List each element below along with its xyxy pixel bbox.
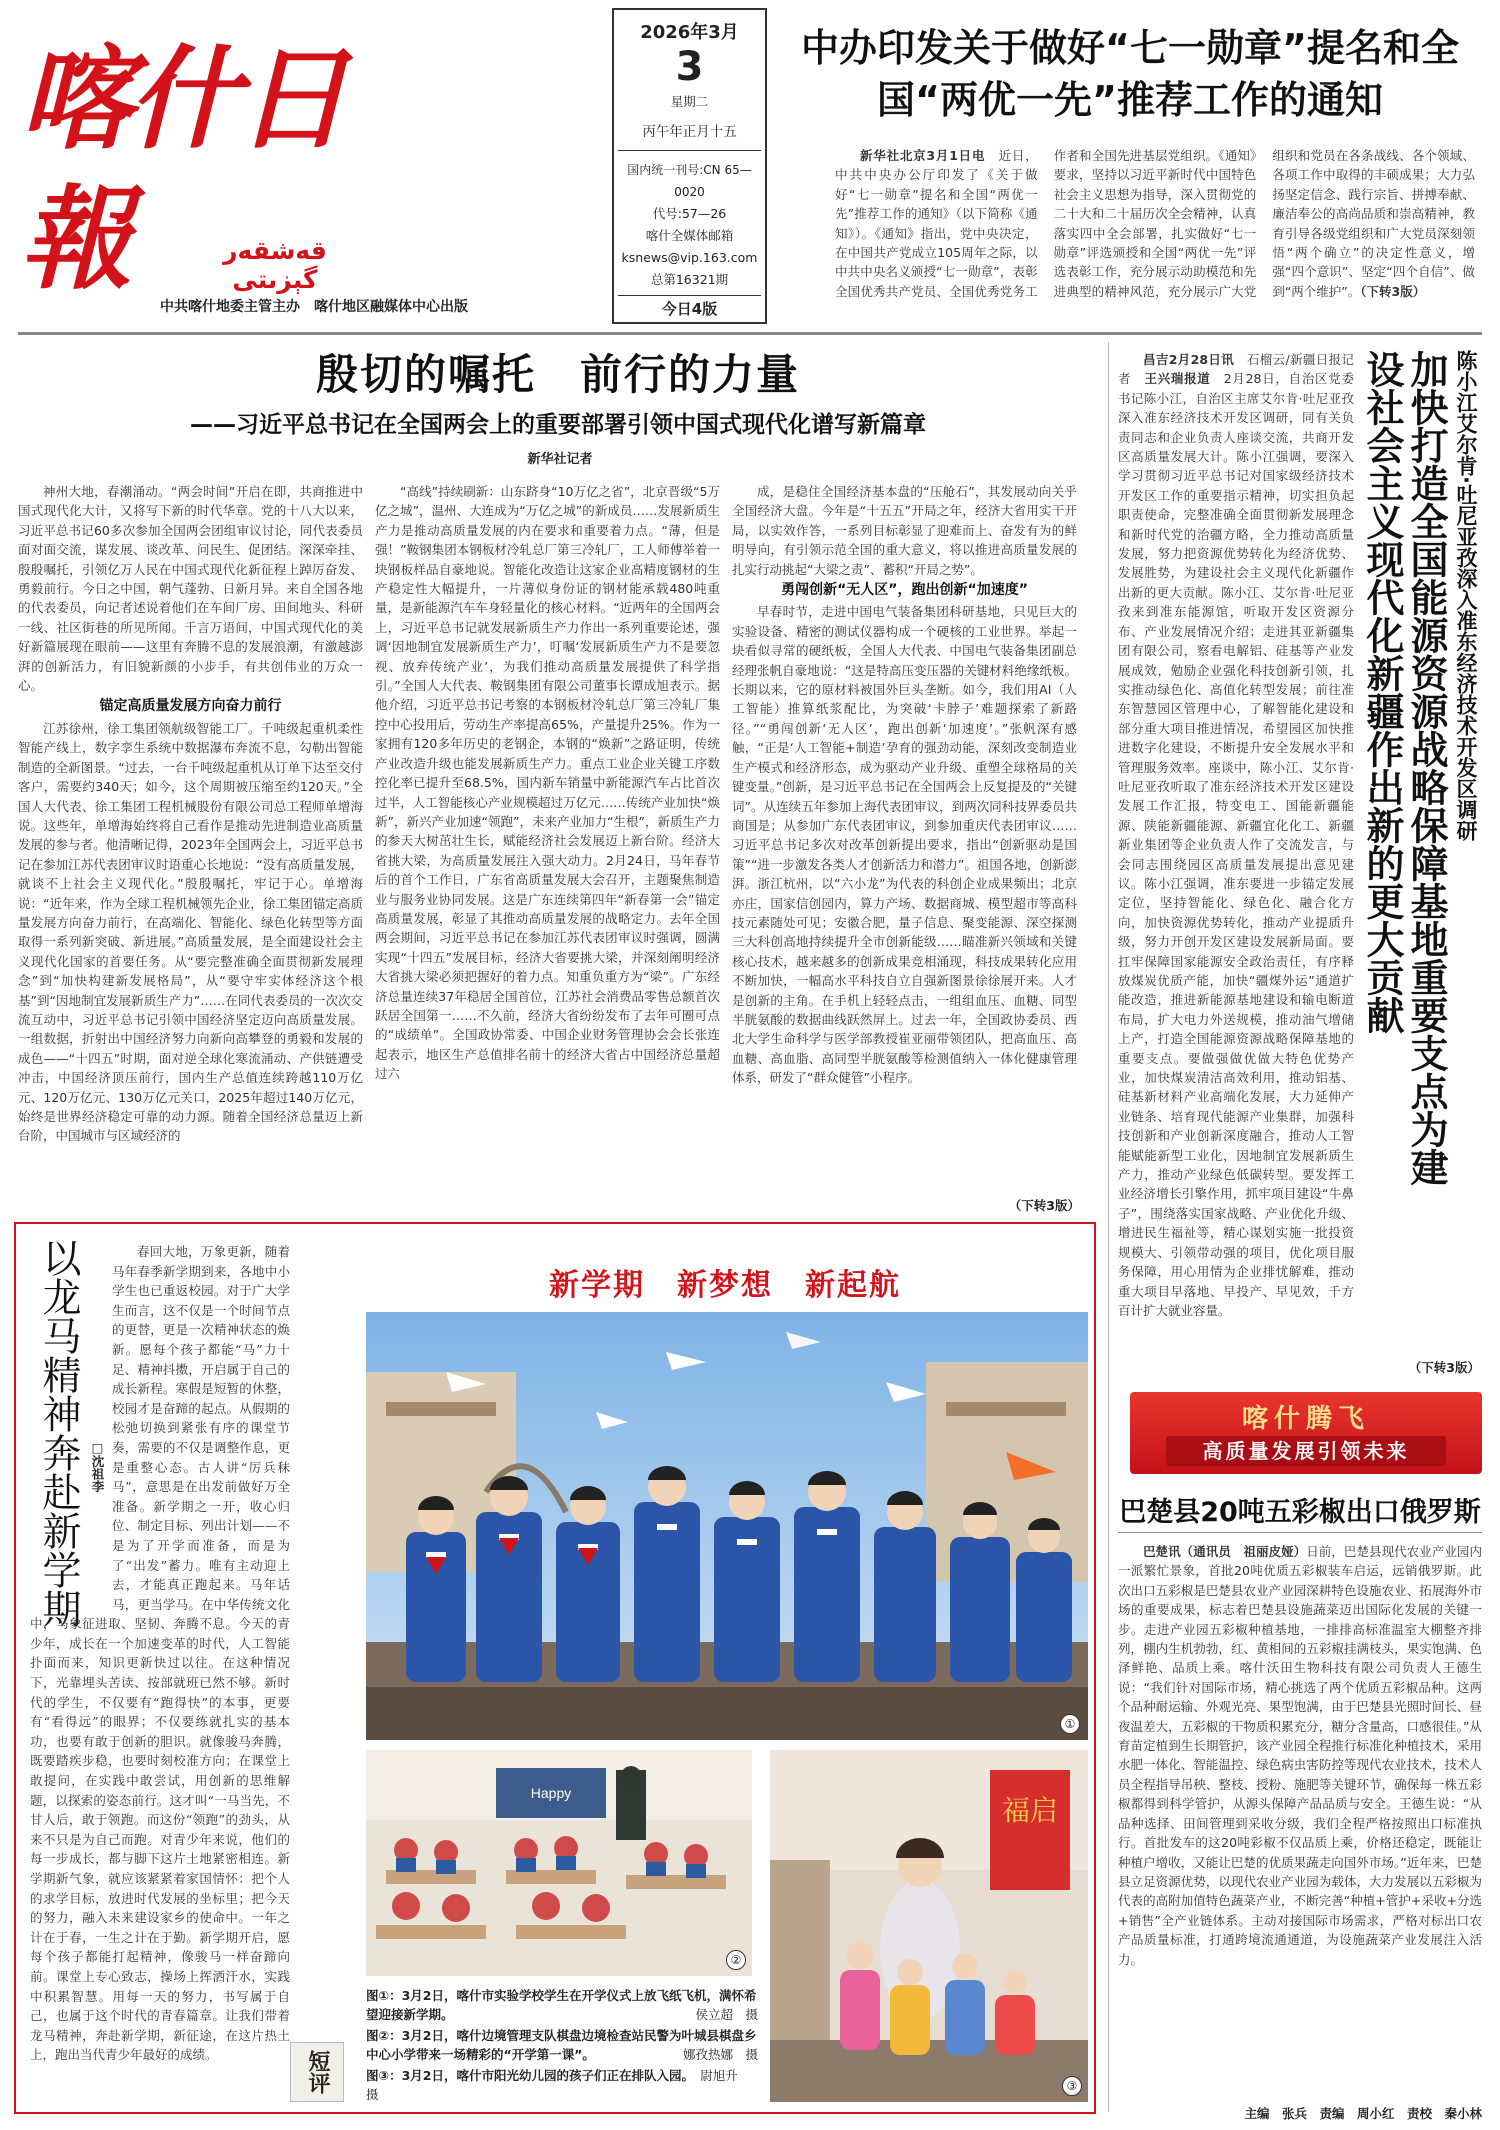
year-month: 2026年3月 xyxy=(640,22,739,43)
photo-classroom xyxy=(366,1750,752,1976)
editorial-email: ksnews@vip.163.com xyxy=(621,250,758,265)
caption-1: 图①：3月2日，喀什市实验学校学生在开学仪式上放飞纸飞机，满怀希望迎接新学期。 侯立超 摄 xyxy=(366,1988,758,2022)
pepper-body xyxy=(1118,1542,1482,2090)
photo-3-image xyxy=(770,1750,1088,2102)
vertical-divider xyxy=(1108,342,1109,2112)
photo-1-image xyxy=(366,1312,1088,1740)
right-kicker: 陈小江艾尔肯·吐尼亚孜深入准东经济技术开发区调研 xyxy=(1454,350,1478,841)
cn-number: 国内统一刊号:CN 65—0020 xyxy=(627,163,752,199)
pepper-headline: 巴楚县20吨五彩椒出口俄罗斯 xyxy=(1119,1497,1481,1528)
post-code: 代号:57—26 xyxy=(652,206,727,221)
right-text: 2月28日，自治区党委书记陈小江，自治区主席艾尔肯·吐尼亚孜深入准东经济技术开发区调研，同有关负责同志和企业负责人座谈交流，共商开发区高质量发展大计。陈小江强调，要深入学习贯彻习近平总书记对国家级经济技术开发区工作的重要指示精神，切实担负起职责使命，完整准确全面贯彻新发展理念和新时代党的治疆方略，全力推动高质量发展，努力把资源优势转化为经济优势、发展胜势，为建设社会主义现代化新疆作出新的更大贡献。陈小江、艾尔肯·吐尼亚孜来到准东能源馆，听取开发区资源分布、产业发展情况介绍；走进其亚新疆集团有限公司，察看电解铝、硅基等产业发展成效，勉励企业强化科技创新引领，扎实推动绿色化、高值化转型发展；前往准东智慧园区管理中心，了解智能化建设和部分重大项目推进情况，希望园区加快推进数字化建设，不断提升安全发展水平和管理服务效率。座谈中，陈小江、艾尔肯·吐尼亚孜听取了准东经济技术开发区建设发展工作汇报，特变电工、国能新疆能源、陕能新疆能源、新疆宜化化工、新疆新业集团等企业负责人作了交流发言，与会同志围绕园区高质量发展提出意见建议。陈小江强调，准东要进一步锚定发展定位，坚持智能化、绿色化、融合化方向，加快资源优势转化，推动产业提质升级，努力开创开发区建设发展新局面。要扛牢保障国家能源安全政治责任，有序释放煤炭优质产能，加快“疆煤外运”通道扩能改造，推进新能源基地建设和输电断道布局，扩大电力外送规模，推动油气增储上产，打造全国能源资源战略保障基地的重要支点。要做强做优做大特色优势产业，加快煤炭清洁高效利用，推动铝基、硅基新材料产业高端化发展，大力延伸产业链条、培育现代能源产业集群，加强科技创新和产业创新深度融合，推动人工智能赋能新型工业化，因地制宜发展新质生产力，推动产业绿色低碳转型。要发挥工业经济增长引擎作用，抓牢项目建设“牛鼻子”，围绕落实国家战略、产业优化升级、增进民生福祉等，精心谋划实施一批投资规模大、引领带动强的项目，优化项目服务保障，用心用情为企业排忧解难，推动重大项目早落地、早投产、早见效，千方百计扩大就业容量。 xyxy=(1118,371,1354,1318)
essay-author: □沈祖李 xyxy=(90,1440,105,1493)
caption-2: 图②：3月2日，喀什边境管理支队棋盘边境检查站民警为叶城县棋盘乡中心小学带来一场精彩的“开学第一课”。 娜孜热娜 摄 xyxy=(366,2028,758,2062)
issue-number: 总第16321期 xyxy=(650,272,729,287)
caption-3: 图③：3月2日，喀什市阳光幼儿园的孩子们正在排队入园。 尉旭升 摄 xyxy=(366,2068,751,2102)
photo-2-image xyxy=(366,1750,752,1976)
main-subheadline: ——习近平总书记在全国两会上的重要部署引领中国式现代化谱写新篇章 xyxy=(190,412,926,438)
paper-name-logo: 喀什日報 xyxy=(20,34,344,305)
essay-text: 春回大地，万象更新，随着马年春季新学期到来，各地中小学生也已重返校园。对于广大学生而言，这不仅是一个时间节点的更替，更是一次精神状态的焕新。愿每个孩子都能“马”力十足、精神抖擞，开启属于自己的成长新程。寒假是短暂的休整，校园才是奋蹄的起点。从假期的松弛切换到紧张有序的课堂节奏，需要的不仅是调整作息，更是重整心态。古人讲“厉兵秣马”，意思是在出发前做好万全准备。新学期之一开，收心归位、制定目标、列出计划——不是为了开学而准备，而是为了“出发”蓄力。唯有主动迎上去，才能真正跑起来。马年话马，更当学马。在中华传统文化中，马象征进取、坚韧、奔腾不息。今天的青少年，成长在一个加速变革的时代，人工智能扑面而来，知识更新快过以往。在这种情况下，光靠埋头苦读、按部就班已然不够。新时代的学生，不仅要有“跑得快”的本事，更要有“看得远”的眼界；不仅要练就扎实的基本功，也要有敢于创新的胆识。就像骏马奔腾，既要踏疾步稳，也要时刻校准方向；在课堂上敢提问，在实践中敢尝试，用创新的思维解题，以探索的姿态前行。这才叫“一马当先，不甘人后，敢于领跑。而这份“领跑”的劲头，从来不只是为自己而跑。对青少年来说，他们的每一步成长，都与脚下这片土地紧密相连。新学期新气象，就应该紧紧着家国情怀：把个人的求学目标，放进时代发展的坐标里；把今天的努力，融入未来建设家乡的使命中。一年之计在于春，一生之计在于勤。新学期开启，愿每个孩子都能打起精神，像骏马一样奋蹄向前。课堂上专心致志，操场上挥洒汗水，实践中积累智慧。用每一天的努力，书写属于自己，也属于这个时代的青春篇章。让我们带着龙马精神，奔赴新学期，新征途，在这片热土上，跑出当代青少年最好的成绩。 xyxy=(30,1244,290,2063)
photo-2-marker: ② xyxy=(726,1950,746,1970)
main-col-1 xyxy=(18,482,363,1212)
main-col-3-text: 成，是稳住全国经济基本盘的“压舱石”，其发展动向关乎全国经济大盘。今年是“十五五”开局之年，经济大省用实干开局，以实效作答，一系列目标彰显了迎难而上、奋发有为的鲜明导向，有引领示范全国的重大意义，将以推进高质量发展的扎实行动挑起“大梁之责”、蓄积“开局之势”。 xyxy=(732,484,1077,577)
banner-title: 喀什腾飞 xyxy=(1241,1404,1370,1434)
banner-subtitle: 高质量发展引领未来 xyxy=(1166,1436,1446,1466)
lead-text: 近日，中共中央办公厅印发了《关于做好“七一勋章”提名和全国“两优一先”推荐工作的通知》（以下简称《通知》）。《通知》指出，党中央决定，在中国共产党成立105周年之际，以中共中央名义颁授“七一勋章”，表彰全国优秀共产党员、全国优秀党务工作者和全国先进基层党组织。《通知》要求，坚持以习近平新时代中国特色社会主义思想为指导，深入贯彻党的二十大和二十届历次全会精神，认真落实四中全会部署，扎实做好“七一勋章”评选颁授和全国“两优一先”评选表彰工作，充分展示动助模范和先进典型的精神风范，充分展示广大党组织和党员在各条战线、各个领域、各项工作中取得的丰硕成果；大力弘扬坚定信念、践行宗旨、拼搏奉献、廉洁奉公的高尚品质和崇高精神，教育引导各级党组织和广大党员深刻领悟“两个确立”的决定性意义，增强“四个意识”、坚定“四个自信”、做到“两个维护”。 xyxy=(835,148,1475,299)
essay-body xyxy=(30,1242,348,2102)
uyghur-name: قەشقەر گېزىتى xyxy=(223,236,327,294)
classroom-board-text: Happy xyxy=(530,1785,572,1801)
editorial-email-label: 喀什全媒体邮箱 xyxy=(645,228,734,243)
right-turn: （下转3版） xyxy=(1408,1360,1480,1375)
footer-credits: 主编 张兵 责编 周小红 责校 秦小林 xyxy=(1244,2106,1482,2121)
sponsor-line: 中共喀什地委主管主办 喀什地区融媒体中心出版 xyxy=(160,299,468,315)
main-col-2-text: “高线”持续刷新：山东跻身“10万亿之省”，北京晋级“5万亿之城”，温州、大连成为“万亿之城”的新成员……发展新质生产力是推动高质量发展的内在要求和重要着力点。“薄，但是强！”鞍钢集团本钢板材冷轧总厂第三冷轧厂，工人师傅举着一块钢板样品自豪地说。智能化改造让这家企业高精度钢材的生产稳定性大幅提升，一片薄似身份证的钢材能承载480吨重量，是新能源汽车车身轻量化的核心材料。“近两年的全国两会上，习近平总书记就发展新质生产力作出一系列重要论述，强调‘因地制宜发展新质生产力’，叮嘱‘发展新质生产力不是要忽视、放弃传统产业’，为我们推动高质量发展提供了科学指引。”全国人大代表、鞍钢集团有限公司董事长谭成旭表示。据他介绍，习近平总书记考察的本钢板材冷轧总厂第三冷轧厂集控中心投用后，劳动生产率提高65%，产量提升25%。作为一家拥有120多年历史的老钢企，本钢的“焕新”之路证明，传统产业改造升级也能发展新质生产力。重点工业企业关键工序数控化率已提升至68.5%，国内新车销量中新能源汽车占比首次过半，人工智能核心产业规模超过万亿元……传统产业加快“焕新”，新兴产业加速“领跑”，未来产业加力“生根”，新质生产力的参天大树茁壮生长，赋能经济社会发展迈上新台阶。经济大省挑大梁，为高质量发展注入强大动力。2月24日，马年春节后的首个工作日，广东省高质量发展大会召开，主题聚焦制造业与服务业协同发展。这是广东连续第四年“新春第一会”锚定高质量发展，彰显了其推动高质量发展的战略定力。去年全国两会期间，习近平总书记在参加江苏代表团审议时强调，圆满实现“十四五”发展目标，经济大省要挑大梁，并深刻阐明经济大省挑大梁必须把握好的着力点。知重负重方为“梁”。广东经济总量连续37年稳居全国首位，江苏社会消费品零售总额首次跃居全国第一……不久前，经济大省纷纷发布了去年可圈可点的“成绩单”。全国政协常委、中国企业财务管理协会会长张连起表示，地区生产总值排名前十的经济大省占中国经济总量超过六 xyxy=(375,484,720,1082)
essay-tag: 短评 xyxy=(290,2042,344,2102)
right-source: 石榴云/新疆日报记者 xyxy=(1118,352,1354,387)
date-day: 3 xyxy=(675,44,704,90)
photo-kindergarten xyxy=(770,1750,1088,2102)
main-col-1b-text: 江苏徐州，徐工集团领航级智能工厂。千吨级起重机柔性智能产线上，数字孪生系统中数据瀑布奔流不息，勾勒出智能制造的全新图景。“过去，一台千吨级起重机从订单下达至交付客户，需要约340天；如今，这个周期被压缩至约120天。”全国人大代表、徐工集团工程机械股份有限公司总工程师单增海说。这些年，单增海始终将自己看作是推动先进制造业高质量发展的参与者。他清晰记得，2023年全国两会上，习近平总书记在参加江苏代表团审议时语重心长地说：“没有高质量发展，就谈不上社会主义现代化。”殷殷嘱托，牢记于心。单增海说：“近年来，作为全球工程机械领先企业，徐工集团锚定高质量发展方向奋力前行，在高端化、智能化、绿色化转型等方面取得一系列新突破、新进展。”高质量发展，是全面建设社会主义现代化国家的首要任务。从“要完整准确全面贯彻新发展理念”到“加快构建新发展格局”，从“要守牢实体经济这个根基”到“因地制宜发展新质生产力”……在同代表委员的一次次交流互动中，习近平总书记引领中国经济坚定迈向高质量发展。一组数据，折射出中国经济努力向新向高攀登的勇毅和发展的成色——“十四五”时期，面对逆全球化寒流涌动、产供链遭受冲击，中国经济顶压前行，国内生产总值连续跨越110万亿元、120万亿元、130万亿元关口，2025年超过140万亿元，始终是世界经济稳定可靠的动力源。随着全国经济总量迈上新台阶，中国城市与区域经济的 xyxy=(18,720,363,1144)
main-col-3b-text: 早春时节，走进中国电气装备集团科研基地，只见巨大的实验设备、精密的测试仪器构成一个硬核的工业世界。举起一块看似寻常的硬纸板，全国人大代表、中国电气装备集团副总经理张帆自豪地说：“这是特高压变压器的关键材料绝缘纸板。长期以来，它的原材料被国外巨头垄断。如今，我们用AI（人工智能）推算纸浆配比，为突破‘卡脖子’难题探索了新路径。”“勇闯创新‘无人区’，跑出创新‘加速度’。”张帆深有感触，“正是‘人工智能+制造’孕育的强劲动能，深刻改变制造业生产模式和经济形态，成为驱动产业升级、重塑全球格局的关键变量。”创新，是习近平总书记在全国两会上反复提及的“关键词”。从连续五年参加上海代表团审议，到两次同科技界委员共商国是；从参加广东代表团审议，到参加重庆代表团审议……习近平总书记多次对改革创新提出要求，指出“创新驱动是国策”“进一步激发各类人才创新活力和潜力”。祖国各地，创新澎湃。浙江杭州，以“六小龙”为代表的科创企业成果频出；北京亦庄，国家信创园内，算力产场、数据商城、模型超市等高科技元素随处可见；安徽合肥，量子信息、聚变能源、深空探测三大科创高地持续提升全市创新能级……瞄准新兴领域和关键核心技术，越来越多的创新成果竞相涌现，科技成果转化应用不断加快，一幅高水平科技自立自强新图景徐徐展开来。人才是创新的主角。在手机上轻轻点击，一组组血压、血糖、同型半胱氨酸的数据曲线跃然屏上。过去一年，全国政协委员、西北大学生命科学与医学部教授崔亚丽带领团队，把高血压、高血糖、高血脂、高同型半胱氨酸等检测值纳入一体化健康管理体系，研发了“群众健管”小程序。 xyxy=(732,604,1077,1086)
main-subhead-1: 锚定高质量发展方向奋力前行 xyxy=(99,698,282,715)
date-box xyxy=(612,8,767,324)
main-col-1-text: 神州大地，春潮涌动。“两会时间”开启在即，共商推进中国式现代化大计，又将写下新的时代华章。党的十八大以来，习近平总书记60多次参加全国两会团组审议讨论，同代表委员面对面交流，谋发展、谈改革、问民生、促团结。深深牵挂、殷殷嘱托，引领亿万人民在中国式现代化新征程上踔厉奋发、勇毅前行。今日之中国，朝气蓬勃、日新月异。来自全国各地的代表委员，向记者述说着他们在车间厂房、田间地头、科研一线、社区街巷的所见所闻。千言万语间，中国式现代化的美好新篇展现在眼前——这里有奔腾不息的发展浪潮，有激越澎湃的创新活力，有旧貌新颜的小步手，有共创伟业的万众一心。 xyxy=(18,484,363,694)
main-byline: 新华社记者 xyxy=(527,452,593,467)
right-text-ext xyxy=(1118,1210,1482,1382)
weekday: 星期二 xyxy=(670,94,709,109)
lead-body xyxy=(835,146,1475,326)
top-divider xyxy=(18,332,1482,335)
essay-title: 以龙马精神奔赴新学期 xyxy=(36,1238,81,1628)
page-count: 今日4版 xyxy=(661,300,718,318)
photo-paper-planes xyxy=(366,1312,1088,1740)
right-headline: 加快打造全国能源资源战略保障基地重要支点为建设社会主义现代化新疆作出新的更大贡献 xyxy=(1360,350,1448,1186)
main-turn: （下转3版） xyxy=(1000,1196,1080,1214)
lead-turn: （下转3版） xyxy=(1360,283,1426,299)
main-subhead-2: 勇闯创新“无人区”，跑出创新“加速度” xyxy=(781,582,1028,599)
kashgar-banner xyxy=(1130,1392,1482,1474)
main-col-3 xyxy=(732,482,1077,1212)
right-dateline: 昌吉2月28日讯 xyxy=(1143,352,1235,367)
sign-text: 福启 xyxy=(1001,1794,1059,1827)
right-reporter: 王兴瑞报道 xyxy=(1144,371,1211,387)
lead-dateline: 新华社北京3月1日电 xyxy=(860,148,986,163)
photo-feature-title: 新学期 新梦想 新起航 xyxy=(549,1268,901,1303)
lead-headline: 中办印发关于做好“七一勋章”提名和全国“两优一先”推荐工作的通知 xyxy=(801,26,1459,122)
main-col-2 xyxy=(375,482,720,1212)
pepper-dateline: 巴楚讯（通讯员 祖丽皮娅） xyxy=(1143,1544,1307,1559)
photo-3-marker: ③ xyxy=(1062,2076,1082,2096)
lunar-date: 丙午年正月十五 xyxy=(642,124,737,140)
photo-1-marker: ① xyxy=(1060,1714,1080,1734)
pepper-text: 日前，巴楚县现代农业产业园内一派繁忙景象，首批20吨优质五彩椒装车启运，远销俄罗斯。此次出口五彩椒是巴楚县农业产业园深耕特色设施农业、拓展海外市场的重要成果，标志着巴楚县设施蔬菜迈出国际化发展的关键一步。走进产业园五彩椒种植基地，一排排高标准温室大棚整齐排列，棚内生机勃勃，红、黄相间的五彩椒挂满枝头，果实饱满、色泽鲜艳、品质上乘。喀什沃田生物科技有限公司负责人王德生说：“我们针对国际市场，精心挑选了两个优质五彩椒品种。这两个品种耐运输、外观光亮、果型饱满，由于巴楚县光照时间长、昼夜温差大，五彩椒的干物质积累充分，糖分含量高，口感很佳。”从育苗定植到生长期管护，该产业园全程推行标准化种植技术，采用水肥一体化、智能温控、绿色病虫害防控等现代农业技术，技术人员全程指导吊秧、整枝、授粉、施肥等关键环节，确保每一株五彩椒都得到科学管护，从源头保障产品品质与安全。王德生说：“从品种选择、田间管理到采收分级，我们全程严格按照出口标准执行。首批发车的这20吨彩椒不仅品质上乘，价格还稳定，既能让种植户增收，又能让巴楚的优质果蔬走向国外市场。”近年来，巴楚县立足资源优势，以现代农业产业园为载体，大力发展以五彩椒为代表的高附加值特色蔬菜产业，不断完善“种植+管护+采收+分选+销售”全产业链体系。主动对接国际市场需求，严格对标出口农产品质量标准，打通跨境流通通道，为设施蔬菜产业发展注入活力。 xyxy=(1118,1544,1482,1967)
photo-captions xyxy=(366,1986,758,2106)
main-headline: 殷切的嘱托 前行的力量 xyxy=(315,350,800,399)
